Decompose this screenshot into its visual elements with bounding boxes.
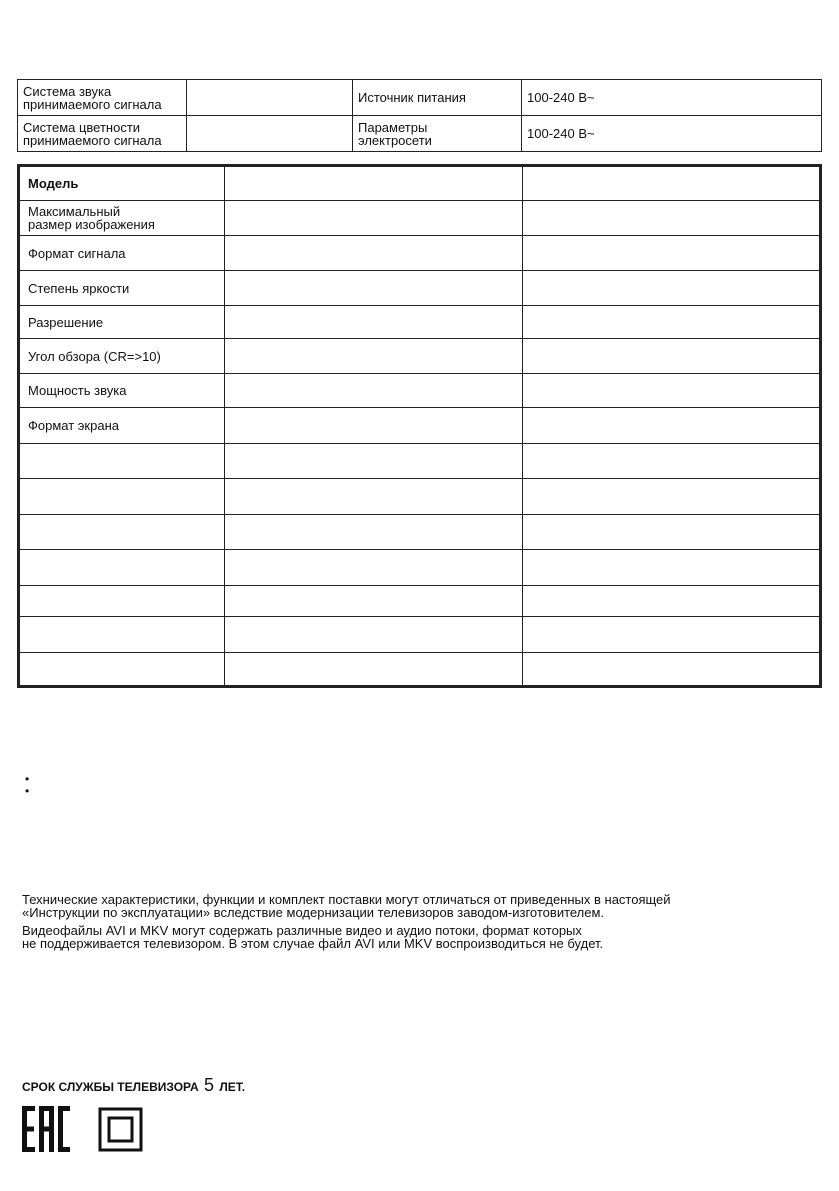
spec-value [225, 550, 523, 586]
spec-value [225, 515, 523, 550]
spec-label [19, 479, 225, 515]
spec-label: Степень яркости [19, 271, 225, 306]
bullet: • [25, 784, 30, 798]
spec-value [225, 444, 523, 479]
signal-value [187, 116, 353, 152]
table-row [18, 80, 822, 116]
spec-value [523, 236, 821, 271]
spec-row [19, 166, 821, 201]
notes [22, 893, 802, 955]
spec-value [523, 515, 821, 550]
eac-logo [22, 1106, 70, 1152]
spec-value [523, 479, 821, 515]
spec-value [523, 408, 821, 444]
signal-label: Система цветности принимаемого сигнала [18, 116, 187, 152]
service-life-years: 5 [204, 1075, 215, 1095]
power-value: 100-240 В~ [522, 116, 822, 152]
power-signal-table [17, 79, 822, 152]
spec-value [225, 306, 523, 339]
spec-value [523, 550, 821, 586]
power-label: Источник питания [353, 80, 522, 116]
spec-value [523, 617, 821, 653]
spec-label [19, 550, 225, 586]
spec-value [225, 617, 523, 653]
spec-table [17, 164, 822, 688]
spec-value [523, 166, 821, 201]
spec-row [19, 374, 821, 408]
spec-row [19, 653, 821, 687]
spec-row [19, 444, 821, 479]
spec-value [523, 201, 821, 236]
spec-label: Формат экрана [19, 408, 225, 444]
spec-label: Мощность звука [19, 374, 225, 408]
spec-value [225, 586, 523, 617]
spec-row [19, 408, 821, 444]
signal-label: Система звука принимаемого сигнала [18, 80, 187, 116]
spec-value [225, 408, 523, 444]
power-label: Параметры электросети [353, 116, 522, 152]
spec-label [19, 444, 225, 479]
spec-label [19, 617, 225, 653]
bullet: • [25, 772, 30, 786]
spec-row [19, 201, 821, 236]
spec-row [19, 479, 821, 515]
spec-value [523, 586, 821, 617]
spec-value [523, 653, 821, 687]
spec-row [19, 306, 821, 339]
spec-label: Формат сигнала [19, 236, 225, 271]
spec-value [225, 236, 523, 271]
spec-row [19, 617, 821, 653]
service-life: СРОК СЛУЖБЫ ТЕЛЕВИЗОРА 5 ЛЕТ. [22, 1075, 246, 1095]
spec-row [19, 586, 821, 617]
note-paragraph: Технические характеристики, функции и комплект поставки могут отличаться от приведенных в настоящей «Инструкции по эксплуатации» вследствие модернизации телевизоров заводом-изготовителем. [22, 892, 671, 920]
spec-value [225, 339, 523, 374]
spec-label [19, 515, 225, 550]
spec-label [19, 586, 225, 617]
spec-value [225, 374, 523, 408]
spec-label [19, 653, 225, 687]
spec-label: Максимальный размер изображения [19, 201, 225, 236]
spec-row [19, 515, 821, 550]
note-paragraph: Видеофайлы AVI и MKV могут содержать различные видео и аудио потоки, формат которых не поддерживается телевизором. В этом случае файл AVI или MKV воспроизводиться не будет. [22, 923, 604, 951]
power-value: 100-240 В~ [522, 80, 822, 116]
spec-value [523, 444, 821, 479]
spec-value [523, 339, 821, 374]
spec-row [19, 271, 821, 306]
spec-value [225, 166, 523, 201]
spec-label: Разрешение [19, 306, 225, 339]
spec-row [19, 339, 821, 374]
spec-value [225, 479, 523, 515]
spec-row [19, 236, 821, 271]
spec-value [225, 201, 523, 236]
spec-value [523, 306, 821, 339]
spec-label: Модель [19, 166, 225, 201]
double-square-icon [98, 1107, 143, 1152]
bullet-list [25, 773, 29, 797]
table-row [18, 116, 822, 152]
spec-value [523, 271, 821, 306]
signal-value [187, 80, 353, 116]
spec-value [225, 653, 523, 687]
spec-label: Угол обзора (CR=>10) [19, 339, 225, 374]
spec-value [523, 374, 821, 408]
spec-value [225, 271, 523, 306]
spec-row [19, 550, 821, 586]
